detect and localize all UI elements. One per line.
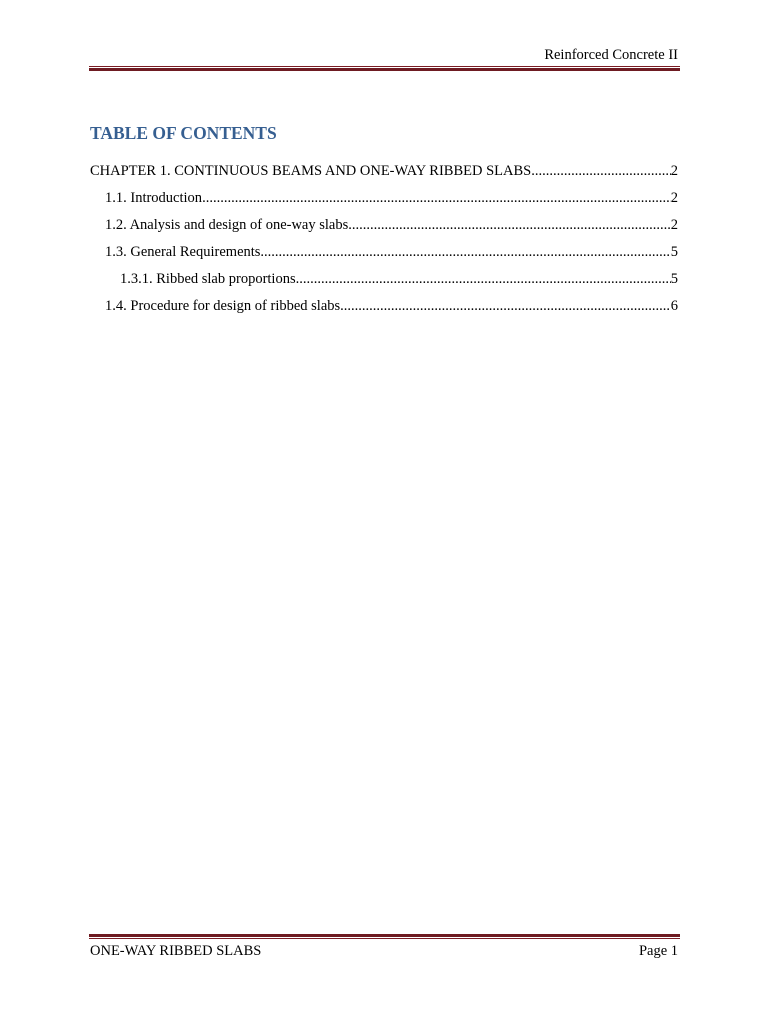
toc-entry-label: 1.4. Procedure for design of ribbed slabs (105, 298, 341, 314)
toc-dot-leader (202, 189, 671, 207)
toc-entry-1-1[interactable] (105, 189, 678, 207)
toc-entry-page: 5 (670, 244, 678, 260)
toc-entry-page: 5 (670, 271, 678, 287)
toc-entry-page: 2 (670, 163, 678, 179)
toc-entry-1-4[interactable] (105, 297, 678, 315)
toc-entry-label: 1.1. Introduction (105, 190, 203, 206)
page-number: Page 1 (638, 943, 678, 959)
toc-entry-label: 1.2. Analysis and design of one-way slabs (105, 217, 349, 233)
toc-dot-leader (340, 297, 671, 315)
toc-entry-page: 2 (670, 190, 678, 206)
toc-entry-1-2[interactable] (105, 216, 678, 234)
toc-heading: TABLE OF CONTENTS (90, 123, 277, 143)
toc-dot-leader (348, 216, 671, 234)
footer-rule-thin (89, 938, 680, 939)
toc-entry-1-3[interactable] (105, 243, 678, 261)
footer-rule-thick (89, 934, 680, 937)
toc-entry-1-3-1[interactable] (120, 270, 678, 288)
toc-entry-label: 1.3.1. Ribbed slab proportions (120, 271, 296, 287)
header-title: Reinforced Concrete II (544, 47, 678, 63)
toc-entry-page: 6 (670, 298, 678, 314)
toc-entry-chapter-1[interactable] (90, 162, 678, 180)
toc-dot-leader (296, 270, 671, 288)
toc-entry-page: 2 (670, 217, 678, 233)
toc-dot-leader (260, 243, 670, 261)
footer-title: ONE-WAY RIBBED SLABS (90, 943, 262, 959)
toc-entry-label: CHAPTER 1. CONTINUOUS BEAMS AND ONE-WAY RIBBED SLABS (90, 163, 532, 179)
header-rule-thin (89, 66, 680, 67)
toc-entry-label: 1.3. General Requirements (105, 244, 261, 260)
header-rule-thick (89, 68, 680, 71)
toc-dot-leader (531, 162, 671, 180)
